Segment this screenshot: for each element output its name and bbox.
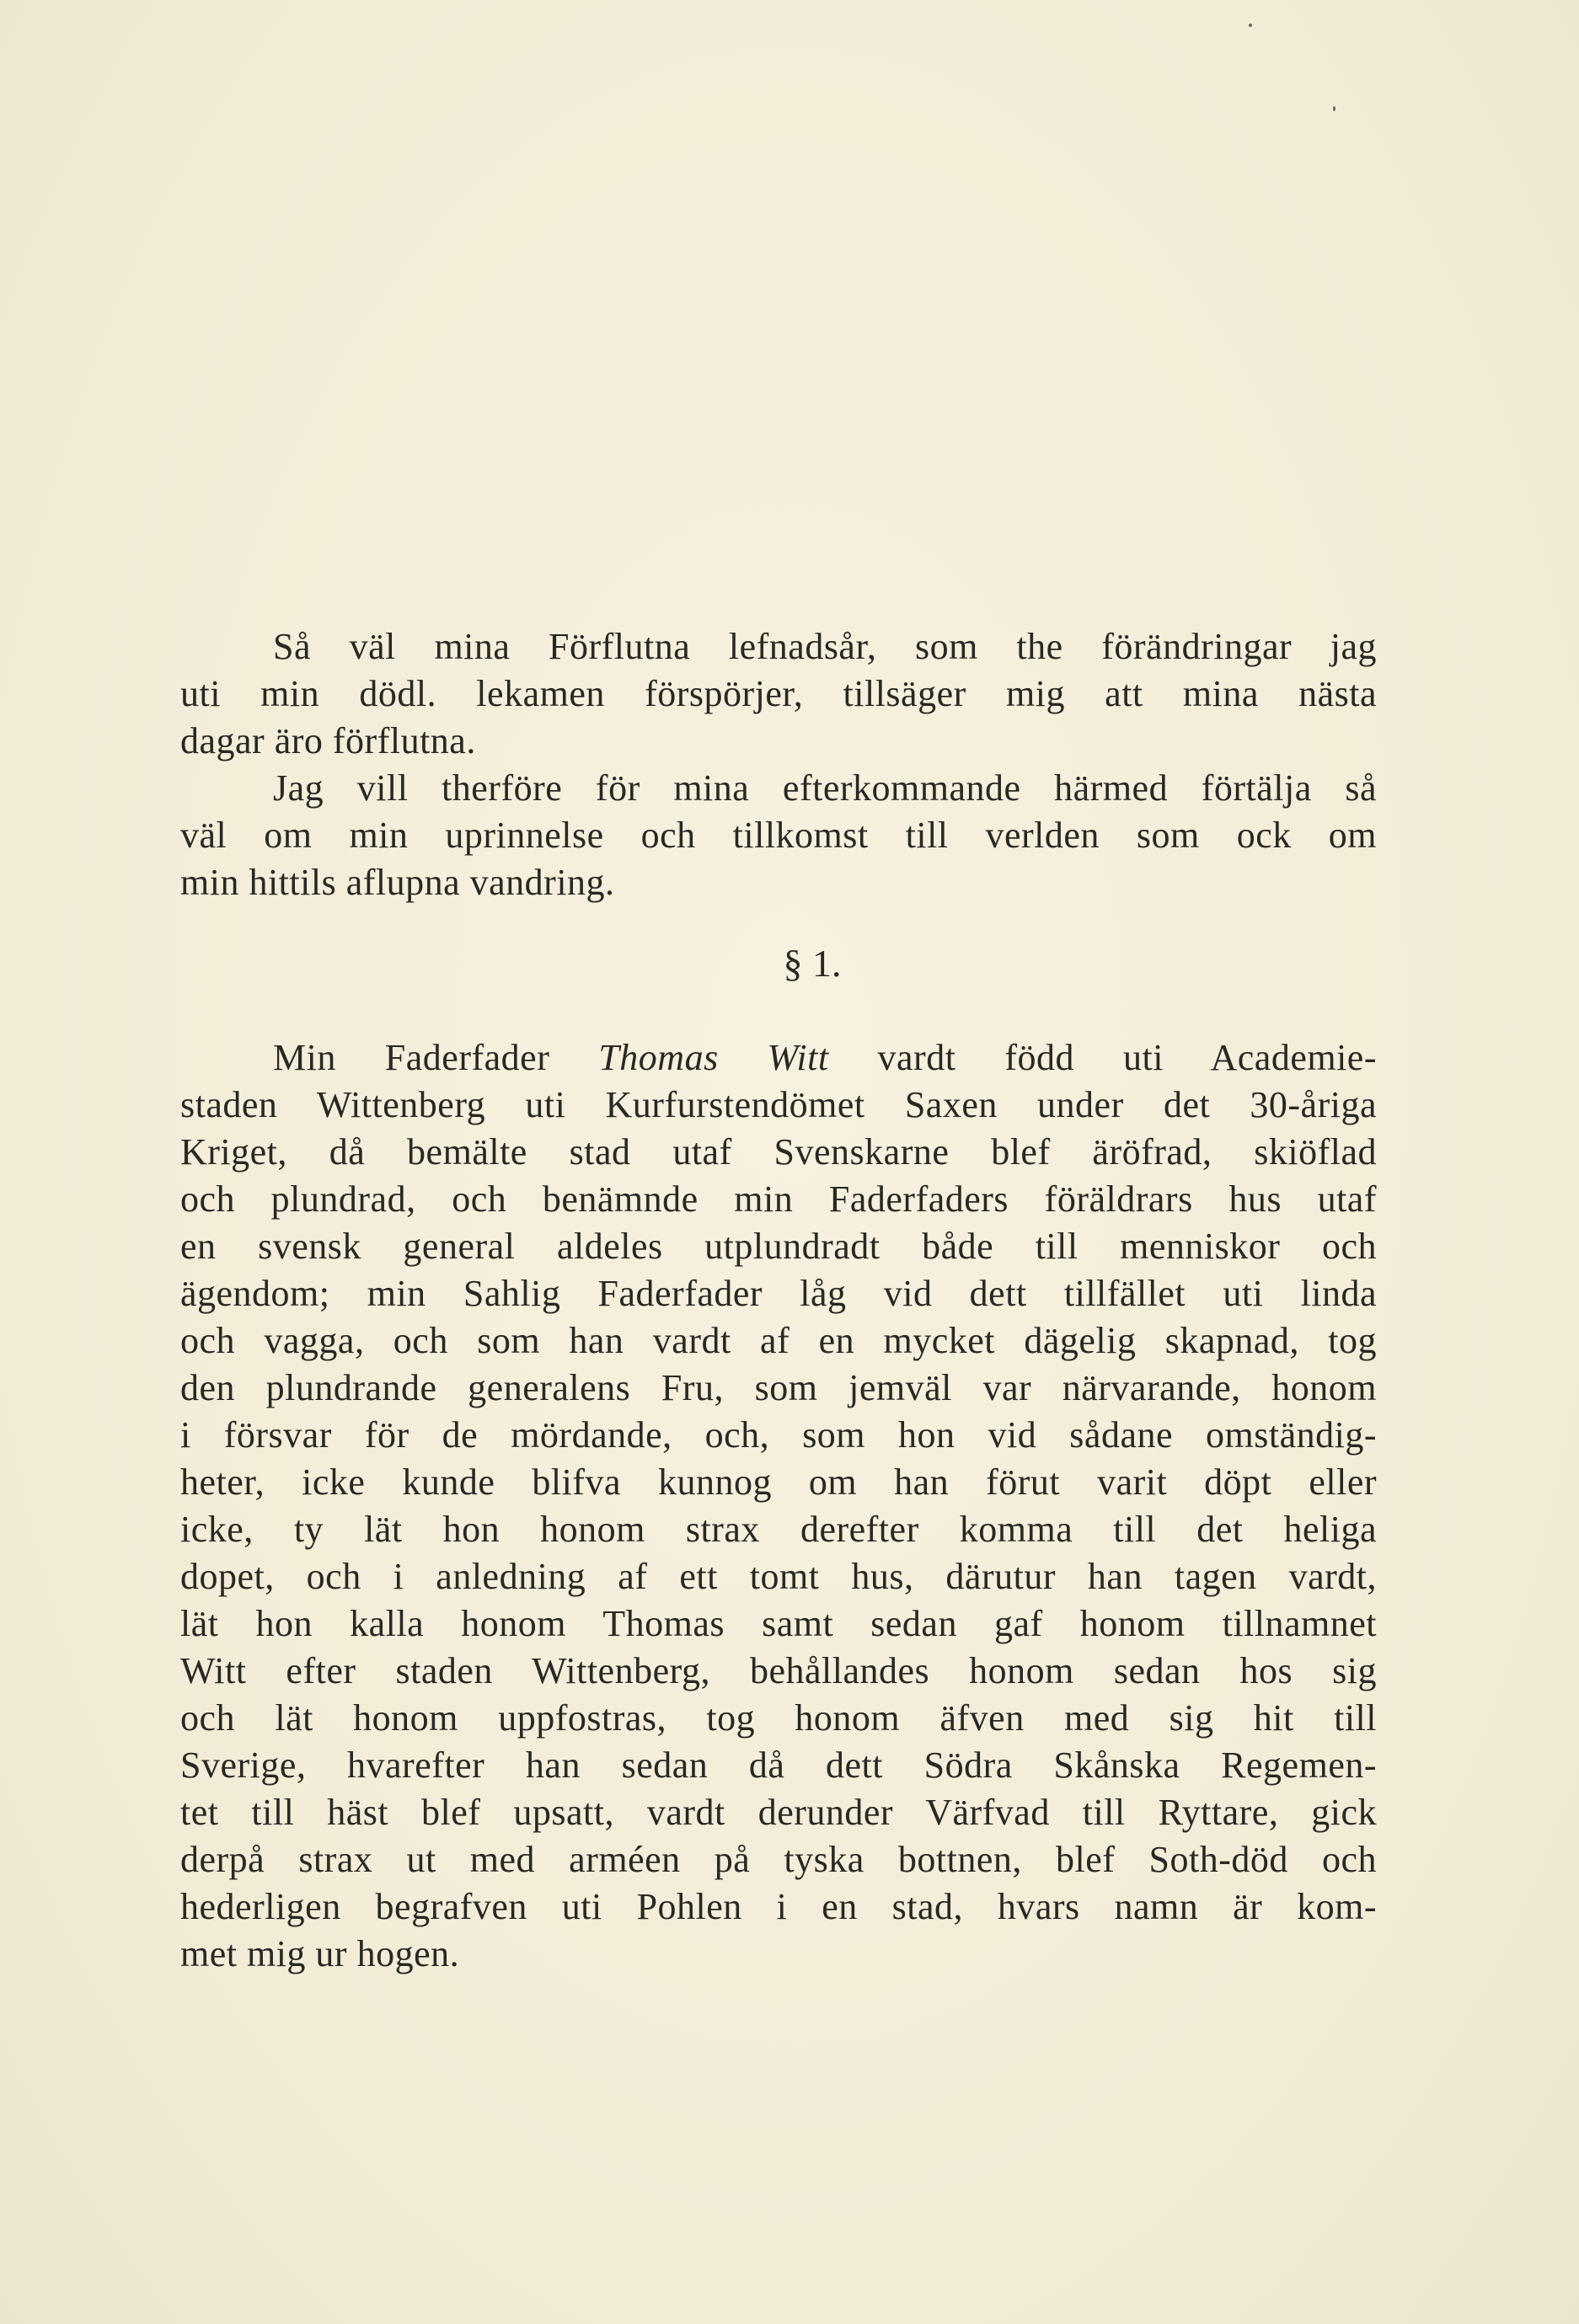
text-line: och vagga, och som han vardt af en mycket dägelig skapnad, tog: [180, 1320, 1377, 1361]
text-line: staden Wittenberg uti Kurfurstendömet Saxen under det 30-åriga: [180, 1084, 1377, 1125]
paper-speck: [1333, 106, 1335, 111]
text-line: derpå strax ut med arméen på tyska bottnen, blef Soth-död och: [180, 1839, 1377, 1880]
text-line: dopet, och i anledning af ett tomt hus, därutur han tagen vardt,: [180, 1556, 1377, 1597]
text-line: den plundrande generalens Fru, som jemväl var närvarande, honom: [180, 1367, 1377, 1408]
text-line: Kriget, då bemälte stad utaf Svenskarne blef äröfrad, skiöflad: [180, 1131, 1377, 1173]
text-line: Jag vill therföre för mina efterkommande härmed förtälja så: [273, 767, 1377, 809]
body-text: [180, 623, 1377, 1978]
paper-speck: [1249, 24, 1252, 27]
text-line: en svensk general aldeles utplundradt både till menniskor och: [180, 1226, 1377, 1267]
intro-paragraph: [180, 623, 1377, 906]
text-fragment: vardt född uti Academie-: [828, 1037, 1377, 1078]
text-line: hederligen begrafven uti Pohlen i en stad, hvars namn är kom-: [180, 1886, 1377, 1927]
text-line: icke, ty lät hon honom strax derefter komma till det heliga: [180, 1509, 1377, 1550]
text-line: Så väl mina Förflutna lefnadsår, som the förändringar jag: [273, 626, 1377, 667]
text-line: uti min dödl. lekamen förspörjer, tillsäger mig att mina nästa: [180, 673, 1377, 714]
text-line: och plundrad, och benämnde min Faderfaders föräldrars hus utaf: [180, 1178, 1377, 1220]
text-line: Witt efter staden Wittenberg, behållandes honom sedan hos sig: [180, 1650, 1377, 1691]
text-line: i försvar för de mördande, och, som hon vid sådane omständig-: [180, 1414, 1377, 1456]
section-heading: § 1.: [783, 942, 842, 985]
text-line: ägendom; min Sahlig Faderfader låg vid dett tillfället uti linda: [180, 1273, 1377, 1314]
text-line: dagar äro förflutna.: [180, 720, 476, 761]
text-line-first: [180, 1034, 1377, 1082]
section-paragraph: [180, 1034, 1377, 1978]
text-line: tet till häst blef upsatt, vardt derunder Värfvad till Ryttare, gick: [180, 1792, 1377, 1833]
text-line: väl om min uprinnelse och tillkomst till verlden som ock om: [180, 815, 1377, 856]
text-line: lät hon kalla honom Thomas samt sedan gaf honom tillnamnet: [180, 1603, 1377, 1644]
person-name: Thomas Witt: [598, 1037, 829, 1078]
text-line: heter, icke kunde blifva kunnog om han förut varit döpt eller: [180, 1461, 1377, 1503]
text-line: och lät honom uppfostras, tog honom äfven med sig hit till: [180, 1697, 1377, 1739]
text-line: min hittils aflupna vandring.: [180, 862, 615, 903]
text-fragment: Min Faderfader: [273, 1037, 599, 1078]
text-line: Sverige, hvarefter han sedan då dett Södra Skånska Regemen-: [180, 1744, 1377, 1786]
text-line: met mig ur hogen.: [180, 1933, 460, 1974]
